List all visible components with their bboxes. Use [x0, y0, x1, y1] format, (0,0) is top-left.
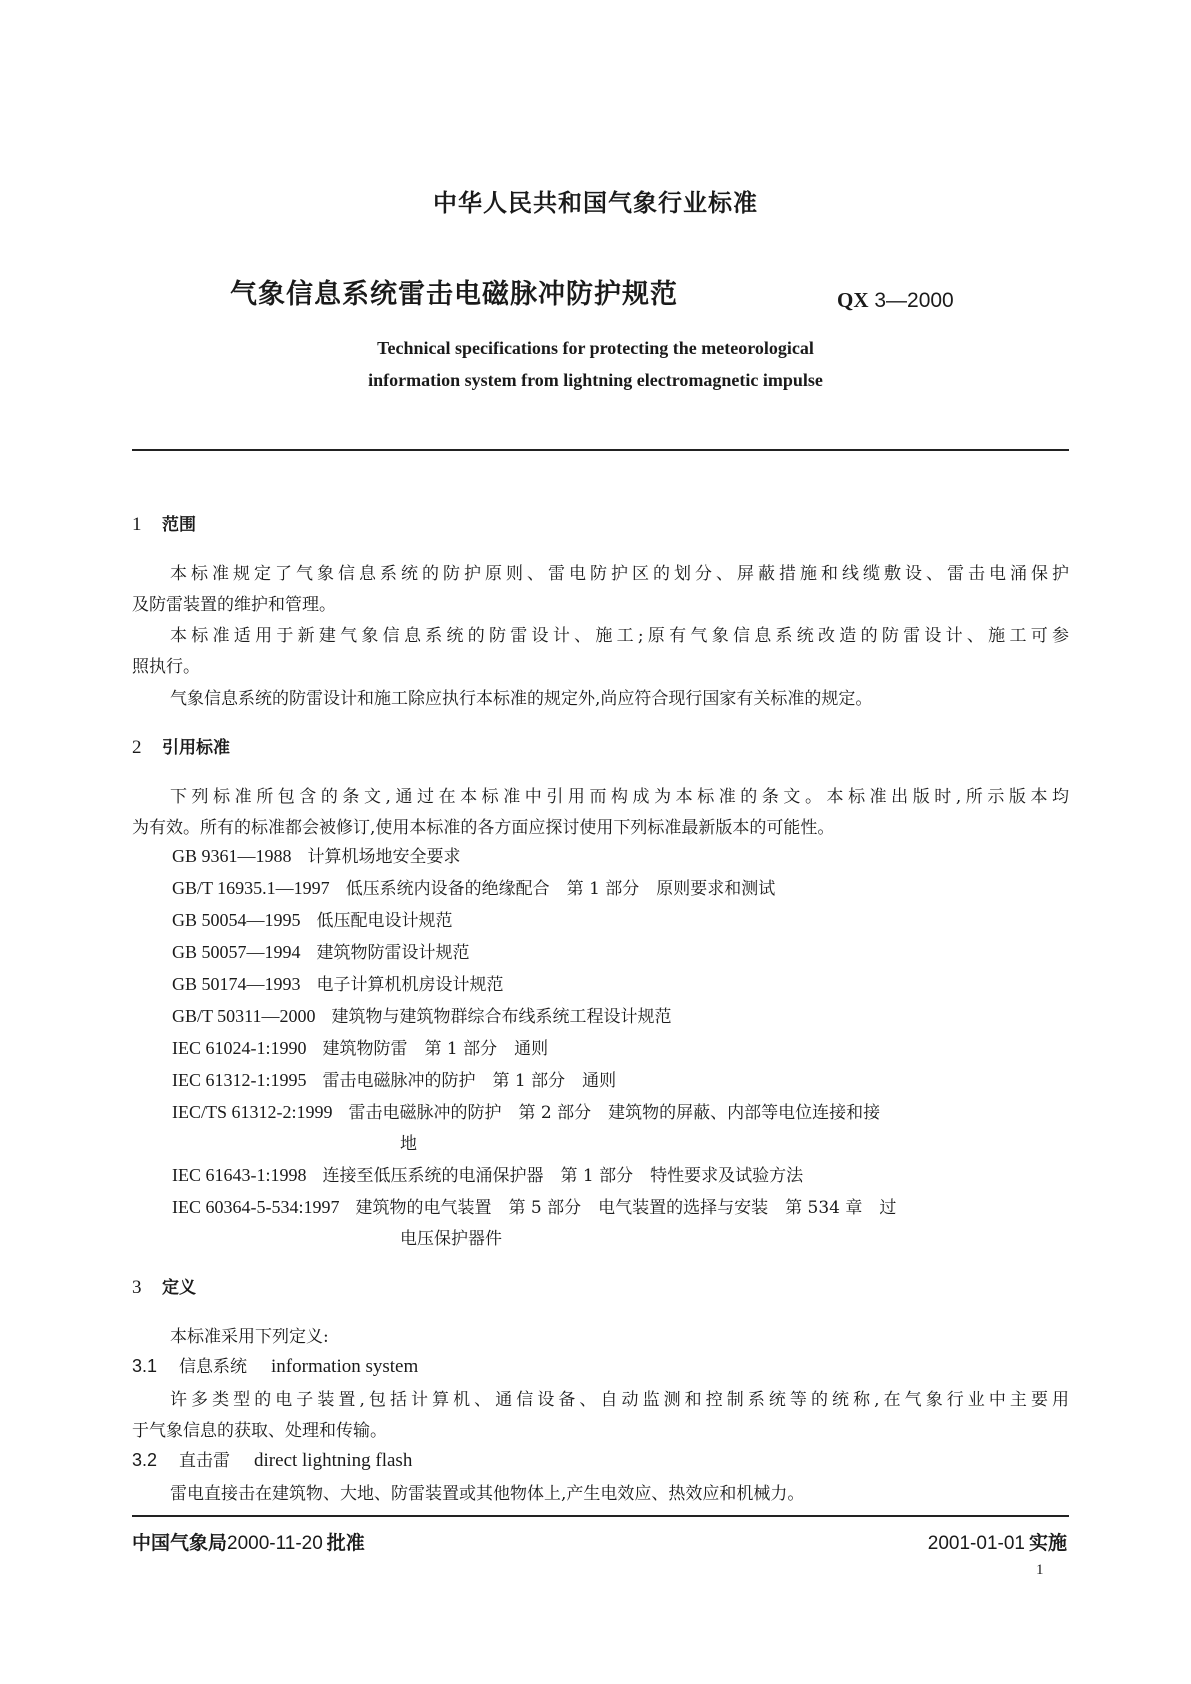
reference-code: GB/T 16935.1—1997: [172, 878, 330, 898]
reference-item: [172, 1193, 896, 1218]
section-title: 范围: [162, 515, 196, 535]
standard-prefix: QX: [837, 288, 869, 312]
reference-title: 低压系统内设备的绝缘配合 第 1 部分 原则要求和测试: [345, 879, 776, 899]
definition-term-en: information system: [271, 1356, 419, 1377]
approval-date: 2000-11-20: [227, 1533, 323, 1554]
reference-title: 建筑物防雷设计规范: [316, 943, 470, 963]
reference-item: [172, 1034, 548, 1059]
definition-term-en: direct lightning flash: [254, 1450, 413, 1471]
section-1-heading: [132, 510, 196, 536]
reference-code: IEC 61024-1:1990: [172, 1038, 307, 1058]
section-2-paragraph-line-2: 为有效。所有的标准都会被修订,使用本标准的各方面应探讨使用下列标准最新版本的可能性。: [132, 818, 835, 838]
standard-type-heading: 中华人民共和国气象行业标准: [433, 189, 758, 217]
reference-title: 低压配电设计规范: [316, 911, 453, 931]
reference-code: IEC 61312-1:1995: [172, 1070, 307, 1090]
section-1-paragraph-2-line-2: 照执行。: [132, 657, 200, 677]
definition-3-1-text-line-2: 于气象信息的获取、处理和传输。: [132, 1421, 387, 1441]
document-title-en-line2: information system from lightning electromagnetic impulse: [368, 370, 823, 390]
reference-code: GB 9361—1988: [172, 846, 292, 866]
reference-item: [172, 1161, 803, 1186]
footer-divider: [132, 1515, 1069, 1517]
page-number: 1: [1036, 1562, 1044, 1578]
section-title: 引用标准: [162, 738, 230, 758]
effective-info: [928, 1528, 1067, 1555]
approval-word: 批准: [326, 1532, 365, 1554]
reference-title: 雷击电磁脉冲的防护 第 2 部分 建筑物的屏蔽、内部等电位连接和接: [348, 1103, 881, 1123]
reference-item: [172, 842, 461, 867]
standard-number: [837, 288, 954, 313]
reference-title: 建筑物防雷 第 1 部分 通则: [322, 1039, 549, 1059]
reference-item: [172, 906, 453, 931]
definition-3-2-heading: [132, 1446, 412, 1472]
definition-number: 3.2: [132, 1450, 158, 1470]
section-3-heading: [132, 1273, 196, 1299]
reference-title: 建筑物的电气装置 第 5 部分 电气装置的选择与安装 第 534 章 过: [355, 1198, 897, 1218]
reference-item: [172, 970, 504, 995]
definition-term: 直击雷: [179, 1451, 231, 1471]
reference-code: IEC 61643-1:1998: [172, 1165, 307, 1185]
definition-3-1-heading: [132, 1352, 418, 1378]
section-number: 2: [132, 737, 142, 758]
definition-term: 信息系统: [179, 1357, 248, 1377]
reference-title: 雷击电磁脉冲的防护 第 1 部分 通则: [322, 1071, 617, 1091]
section-number: 1: [132, 514, 142, 535]
section-1-paragraph-3: 气象信息系统的防雷设计和施工除应执行本标准的规定外,尚应符合现行国家有关标准的规定。: [170, 689, 873, 709]
reference-title: 计算机场地安全要求: [307, 847, 461, 867]
section-2-heading: [132, 733, 230, 759]
reference-item: [172, 938, 470, 963]
definition-number: 3.1: [132, 1356, 158, 1376]
section-1-paragraph-1-line-1: 本标准规定了气象信息系统的防护原则、雷电防护区的划分、屏蔽措施和线缆敷设、雷击电涌保护: [170, 564, 1069, 584]
reference-code: GB 50054—1995: [172, 910, 301, 930]
reference-title-continuation: 电压保护器件: [400, 1229, 502, 1249]
effective-word: 实施: [1028, 1532, 1067, 1554]
standard-code: 3—2000: [874, 289, 954, 312]
reference-title: 电子计算机机房设计规范: [316, 975, 504, 995]
effective-date: 2001-01-01: [927, 1533, 1025, 1554]
section-title: 定义: [162, 1278, 196, 1298]
document-title-cn: 气象信息系统雷击电磁脉冲防护规范: [230, 279, 678, 310]
reference-code: GB 50174—1993: [172, 974, 301, 994]
reference-title: 建筑物与建筑物群综合布线系统工程设计规范: [331, 1007, 672, 1027]
reference-code: IEC/TS 61312-2:1999: [172, 1102, 333, 1122]
reference-item: [172, 874, 775, 899]
reference-item: [172, 1098, 880, 1123]
reference-title: 连接至低压系统的电涌保护器 第 1 部分 特性要求及试验方法: [322, 1166, 804, 1186]
section-2-paragraph-line-1: 下列标准所包含的条文,通过在本标准中引用而构成为本标准的条文。本标准出版时,所示版本均: [170, 787, 1069, 807]
section-3-intro: 本标准采用下列定义:: [170, 1327, 329, 1347]
reference-item: [172, 1002, 672, 1027]
approval-org: 中国气象局: [132, 1532, 228, 1554]
reference-code: GB/T 50311—2000: [172, 1006, 316, 1026]
reference-code: GB 50057—1994: [172, 942, 301, 962]
document-title-en-line1: Technical specifications for protecting the meteorological: [377, 338, 814, 358]
approval-info: [132, 1528, 365, 1555]
reference-code: IEC 60364-5-534:1997: [172, 1197, 340, 1217]
section-1-paragraph-2-line-1: 本标准适用于新建气象信息系统的防雷设计、施工;原有气象信息系统改造的防雷设计、施工可参: [170, 626, 1069, 646]
reference-item: [172, 1066, 616, 1091]
definition-3-2-text-line-1: 雷电直接击在建筑物、大地、防雷装置或其他物体上,产生电效应、热效应和机械力。: [170, 1484, 805, 1504]
section-1-paragraph-1-line-2: 及防雷装置的维护和管理。: [132, 595, 336, 615]
header-divider: [132, 449, 1069, 451]
reference-title-continuation: 地: [400, 1134, 417, 1154]
section-number: 3: [132, 1277, 142, 1298]
definition-3-1-text-line-1: 许多类型的电子装置,包括计算机、通信设备、自动监测和控制系统等的统称,在气象行业中主要用: [170, 1390, 1069, 1410]
